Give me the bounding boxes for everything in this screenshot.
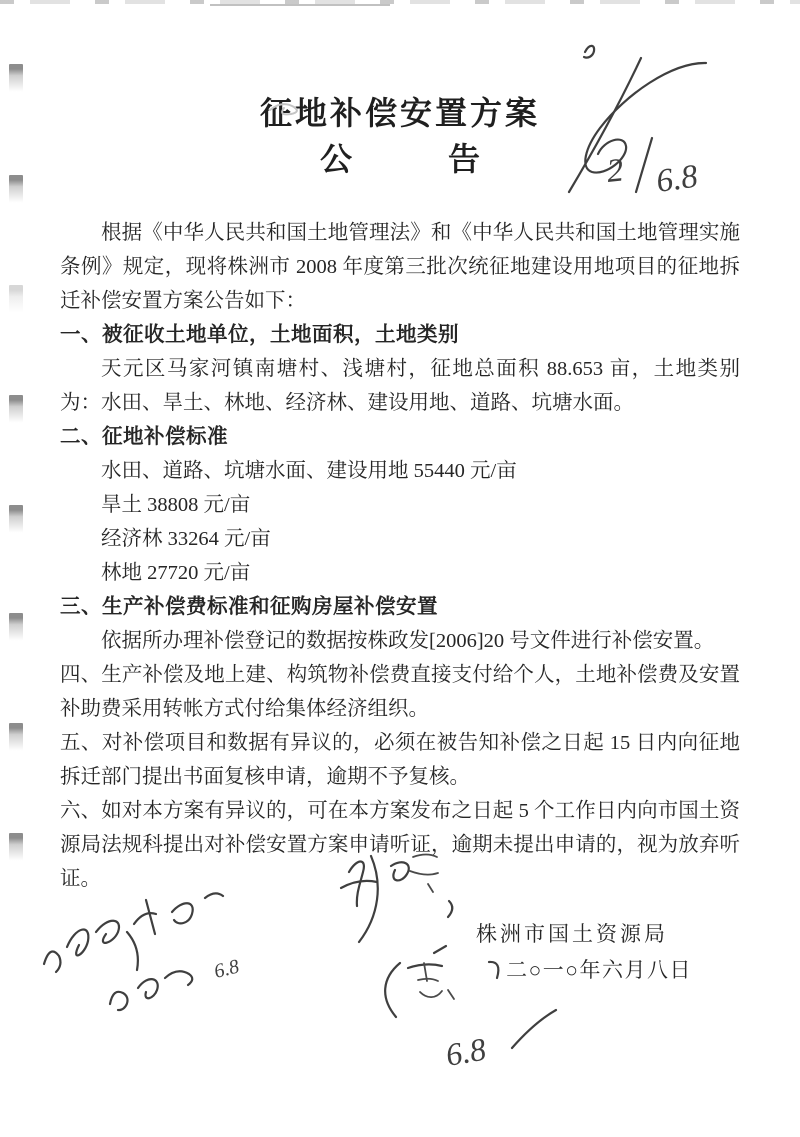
section-6-paragraph: 六、如对本方案有异议的，可在本方案发布之日起 5 个工作日内向市国土资源局法规科提出对补偿安置方案申请听证，逾期未提出申请的，视为放弃听证。 [60,800,740,890]
rate-line-forest: 林地 27720 元/亩 [101,562,251,584]
section-4-paragraph: 四、生产补偿及地上建、构筑物补偿费直接支付给个人，土地补偿费及安置补助费采用转帐方式付给集体经济组织。 [60,664,740,720]
bottom-left-date: 6.8 [211,955,242,983]
signature-block [60,916,740,988]
binder-hole-mark [9,505,23,534]
rate-line-paddy: 水田、道路、坑塘水面、建设用地 55440 元/亩 [101,460,517,482]
scan-edge-noise [0,0,800,4]
binder-hole-mark [9,395,23,424]
notice-body [60,216,740,896]
notice-title-block [0,0,800,180]
binder-hole-mark [9,723,23,752]
paragraph-registration: 依据所办理补偿登记的数据按株政发[2006]20 号文件进行补偿安置。 [101,630,715,652]
bottom-center-date: 6.8 [442,1030,489,1073]
binder-hole-mark [9,64,23,93]
paragraph-intro: 根据《中华人民共和国土地管理法》和《中华人民共和国土地管理实施条例》规定，现将株洲市 2008 年度第三批次统征地建设用地项目的征地拆迁补偿安置方案公告如下： [60,222,740,312]
section-heading-2: 二、征地补偿标准 [60,425,228,448]
section-5-paragraph: 五、对补偿项目和数据有异议的，必须在被告知补偿之日起 15 日内向征地拆迁部门提出书面复核申请，逾期不予复核。 [60,732,740,788]
top-right-number-left: 2 [605,152,626,190]
binder-hole-mark [9,613,23,642]
binder-hole-mark [9,833,23,862]
binder-hole-mark [9,285,23,314]
notice-title-line2: 公 告 [319,141,480,177]
issue-date: 二○一○年六月八日 [506,958,692,982]
rate-line-dryland: 旱土 38808 元/亩 [101,494,251,516]
section-heading-3: 三、生产补偿费标准和征购房屋补偿安置 [60,595,438,618]
paragraph-land-info: 天元区马家河镇南塘村、浅塘村，征地总面积 88.653 亩，土地类别为：水田、旱土、林地、经济林、建设用地、道路、坑塘水面。 [60,358,740,414]
top-right-date: 6.8 [654,158,700,200]
issuing-authority: 株洲市国土资源局 [476,922,668,946]
rate-line-econ-forest: 经济林 33264 元/亩 [101,528,271,550]
section-heading-1: 一、被征收土地单位，土地面积，土地类别 [60,323,459,346]
binder-hole-mark [9,175,23,204]
scan-edge-noise [210,4,390,6]
notice-title-line1: 征地补偿安置方案 [259,95,540,131]
